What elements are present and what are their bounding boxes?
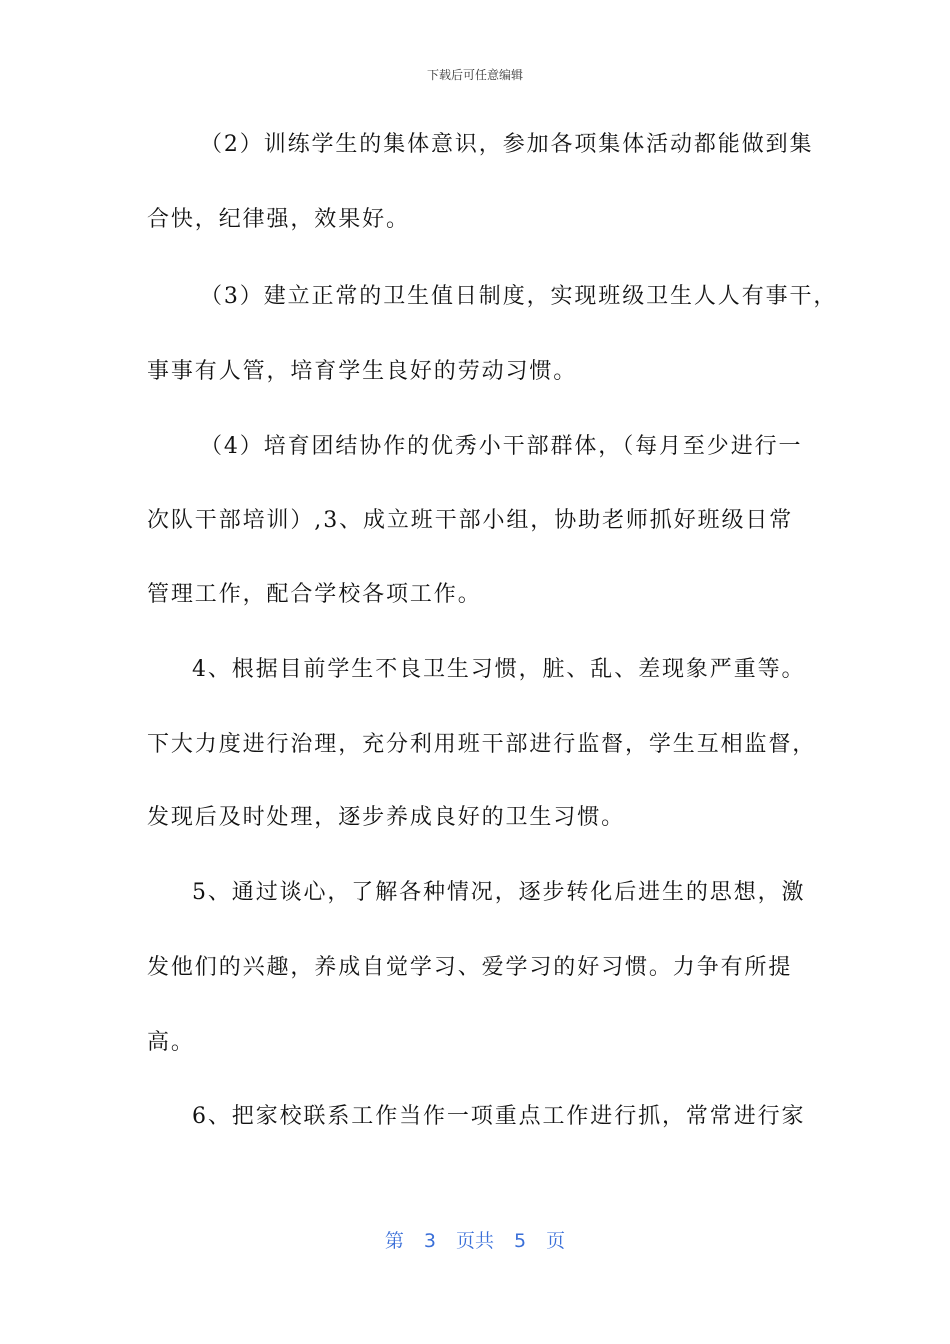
paragraph-line: 6、把家校联系工作当作一项重点工作进行抓，常常进行家 [192,1104,806,1129]
paragraph-line: 事事有人管，培育学生良好的劳动习惯。 [147,359,578,384]
current-page-number: 3 [423,1230,436,1252]
total-pages-number: 5 [514,1230,527,1252]
page-header: 下载后可任意编辑 [426,68,523,82]
paragraph-line: 发他们的兴趣，养成自觉学习、爱学习的好习惯。力争有所提 [147,955,793,980]
paragraph-line: 5、通过谈心，了解各种情况，逐步转化后进生的思想，激 [192,880,806,905]
page-footer [0,1226,950,1253]
footer-suffix: 页 [546,1230,566,1252]
paragraph-line: （2）训练学生的集体意识，参加各项集体活动都能做到集 [200,132,814,157]
paragraph-line: （3）建立正常的卫生值日制度，实现班级卫生人人有事干， [200,284,838,309]
paragraph-line: 4、根据目前学生不良卫生习惯，脏、乱、差现象严重等。 [192,657,806,682]
footer-prefix: 第 [384,1230,404,1252]
paragraph-line: 发现后及时处理，逐步养成良好的卫生习惯。 [147,805,626,830]
paragraph-line: 管理工作，配合学校各项工作。 [147,582,482,607]
paragraph-line: （4）培育团结协作的优秀小干部群体，（每月至少进行一 [200,434,803,459]
footer-middle: 页共 [455,1230,494,1252]
paragraph-line: 合快，纪律强，效果好。 [147,207,410,232]
paragraph-line: 次队干部培训）,3、成立班干部小组，协助老师抓好班级日常 [147,508,794,533]
paragraph-line: 下大力度进行治理，充分利用班干部进行监督，学生互相监督， [147,732,817,757]
paragraph-line: 高。 [147,1030,195,1055]
